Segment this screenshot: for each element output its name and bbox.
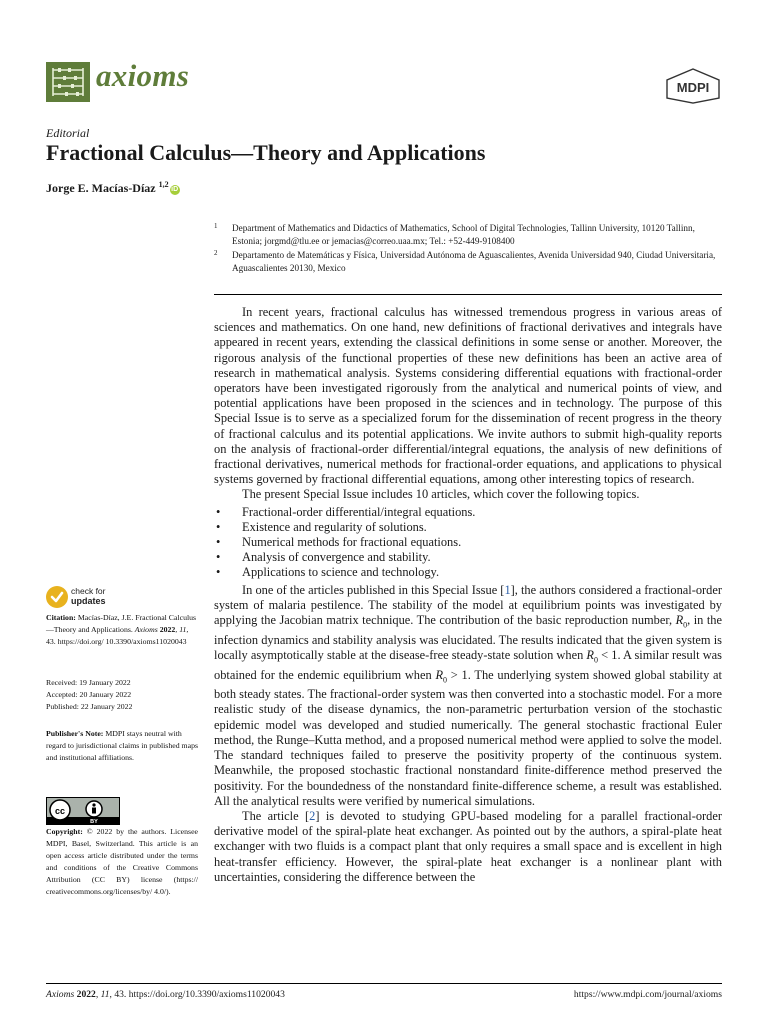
cc-by-label: BY <box>90 819 98 824</box>
footer-doi-link[interactable]: , 43. https://doi.org/10.3390/axioms11020043 <box>109 989 285 1000</box>
list-item: • Fractional-order differential/integral equations. <box>214 505 722 520</box>
citation-link-1[interactable]: 1 <box>504 582 511 597</box>
paragraph-1: In recent years, fractional calculus has witnessed tremendous progress in various areas of sciences and mathematics. On one hand, new definitions of fractional derivatives and integrals have appeared in recent years, extending the classical definitions in some sense or another. Moreover, the rigorous analysis of the functional properties of these new definitions has been an active area of research in mathematical analysis. Systems considering differential equations with fractional-order operators have been investigated rigorously from the analytical and numerical points of view, and potential applications have been proposed in the sciences and in technology. The purpose of this Special Issue is to serve as a specialized forum for the dissemination of recent progress in the theory of fractional calculus and its potential applications. We invite authors to submit high-quality reports on the analysis of fractional-order differential/integral equations, the analysis of new definitions of fractional derivatives, numerical methods for fractional-order equations, and applications to physical systems governed by fractional differential equations, among other interesting topics of research. <box>214 305 722 487</box>
affiliation-number: 1 <box>214 222 218 230</box>
check-label-bold: updates <box>71 596 106 606</box>
accepted-date: Accepted: 20 January 2022 <box>46 690 132 699</box>
divider <box>214 294 722 295</box>
check-label: check for <box>71 586 106 596</box>
list-item: • Analysis of convergence and stability. <box>214 550 722 565</box>
citation-link-2[interactable]: 2 <box>309 808 316 823</box>
footer-journal-url[interactable]: https://www.mdpi.com/journal/axioms <box>573 989 722 1000</box>
dates-block <box>46 677 198 713</box>
mdpi-logo-icon <box>665 68 721 104</box>
footer-divider <box>46 983 722 984</box>
copyright-block: Copyright: © 2022 by the authors. Licensee MDPI, Basel, Switzerland. This article is an open access article distributed under the terms and conditions of the Creative Commons Attribution (CC BY) license (https:// creativecommons.org/licenses/by/ 4.0/). <box>46 827 198 896</box>
list-item: • Numerical methods for fractional equations. <box>214 535 722 550</box>
footer-citation: Axioms 2022, 11, 43. https://doi.org/10.3390/axioms11020043 <box>46 989 285 1000</box>
author-name[interactable]: Jorge E. Macías-Díaz <box>46 181 156 195</box>
paragraph-4: The article [2] is devoted to studying GPU-based modeling for a parallel fractional-order derivative model of the spiral-plate heat exchanger. As pointed out by the authors, a spiral-plate heat exchanger with two fluids is a compact plant that only requires a small space and is excellent in high heat-transfer efficiency. However, the spiral-plate heat exchanger is a nonlinear plant with uncertainties, considering the difference between the <box>214 808 722 884</box>
citation-block: Citation: Macías-Díaz, J.E. Fractional Calculus—Theory and Applications. Axioms 2022, 11, 43. https://doi.org/ 10.3390/axioms11020043 <box>46 613 197 646</box>
affiliation-2 <box>214 249 724 275</box>
author-line <box>46 180 180 196</box>
list-item: • Applications to science and technology. <box>214 565 722 580</box>
affiliation-text: Department of Mathematics and Didactics of Mathematics, School of Digital Technologies, Tallinn University, 10120 Tallinn, Estonia; jorgmd@tlu.ee or jemacias@correo.uaa.mx; Tel.: +52-449-9108400 <box>232 223 695 246</box>
received-date: Received: 19 January 2022 <box>46 678 131 687</box>
orcid-icon[interactable]: iD <box>171 186 179 193</box>
mdpi-logo-text: MDPI <box>676 80 710 95</box>
published-date: Published: 22 January 2022 <box>46 702 133 711</box>
doi-link[interactable]: , 43. https://doi.org/ 10.3390/axioms11020043 <box>46 625 189 646</box>
journal-logo-icon <box>46 62 90 102</box>
article-type: Editorial <box>46 126 90 140</box>
paragraph-2: The present Special Issue includes 10 articles, which cover the following topics. <box>242 487 640 502</box>
publisher-note: Publisher's Note: MDPI stays neutral with regard to jurisdictional claims in published maps and institutional affiliations. <box>46 729 199 762</box>
affiliation-1 <box>214 222 724 248</box>
paragraph-3: In one of the articles published in this Special Issue [1], the authors considered a fractional-order system of malaria pestilence. The stability of the model at equilibrium points was investigated by applying the Jacobian matrix technique. The contribution of the basic reproduction number, $R_0$, in the infection dynamics and stability analysis was elucidated. The results indicated that the given system is locally asymptotically stable at the disease-free steady-state solution when $R_0 < 1$. A similar result was obtained for the endemic equilibrium when $R_0 > 1$. The underlying system showed global stability at both steady states. The fractional-order system was then converted into a stochastic model. For a more realistic study of the disease dynamics, the non-parametric perturbation version of the stochastic epidemic model was developed and studied numerically. The general stochastic fractional Euler method, the Runge–Kutta method, and a proposed numerical method were applied to solve the model. The standard techniques failed to preserve the positivity property of the continuous system. Meanwhile, the proposed stochastic fractional nonstandard finite-difference method preserved the positivity. For the boundedness of the nonstandard finite-difference scheme, a result was established. All the analytical results were verified by numerical simulations. <box>214 582 722 808</box>
affiliation-number: 2 <box>214 249 218 257</box>
topic-list <box>214 505 722 581</box>
journal-name: axioms <box>96 58 190 93</box>
author-affiliation-sup: 1,2 <box>158 180 169 189</box>
cc-license-badge[interactable] <box>46 797 120 825</box>
article-body <box>214 305 722 885</box>
svg-text:cc: cc <box>54 806 66 816</box>
affiliation-text: Departamento de Matemáticas y Física, Universidad Autónoma de Aguascalientes, Avenida Universidad 940, Ciudad Universitaria, Aguascalientes 20130, Mexico <box>232 250 716 273</box>
check-for-updates-button[interactable] <box>46 586 156 610</box>
list-item: • Existence and regularity of solutions. <box>214 520 722 535</box>
check-icon <box>46 586 68 608</box>
page-title: Fractional Calculus—Theory and Applications <box>46 140 486 165</box>
